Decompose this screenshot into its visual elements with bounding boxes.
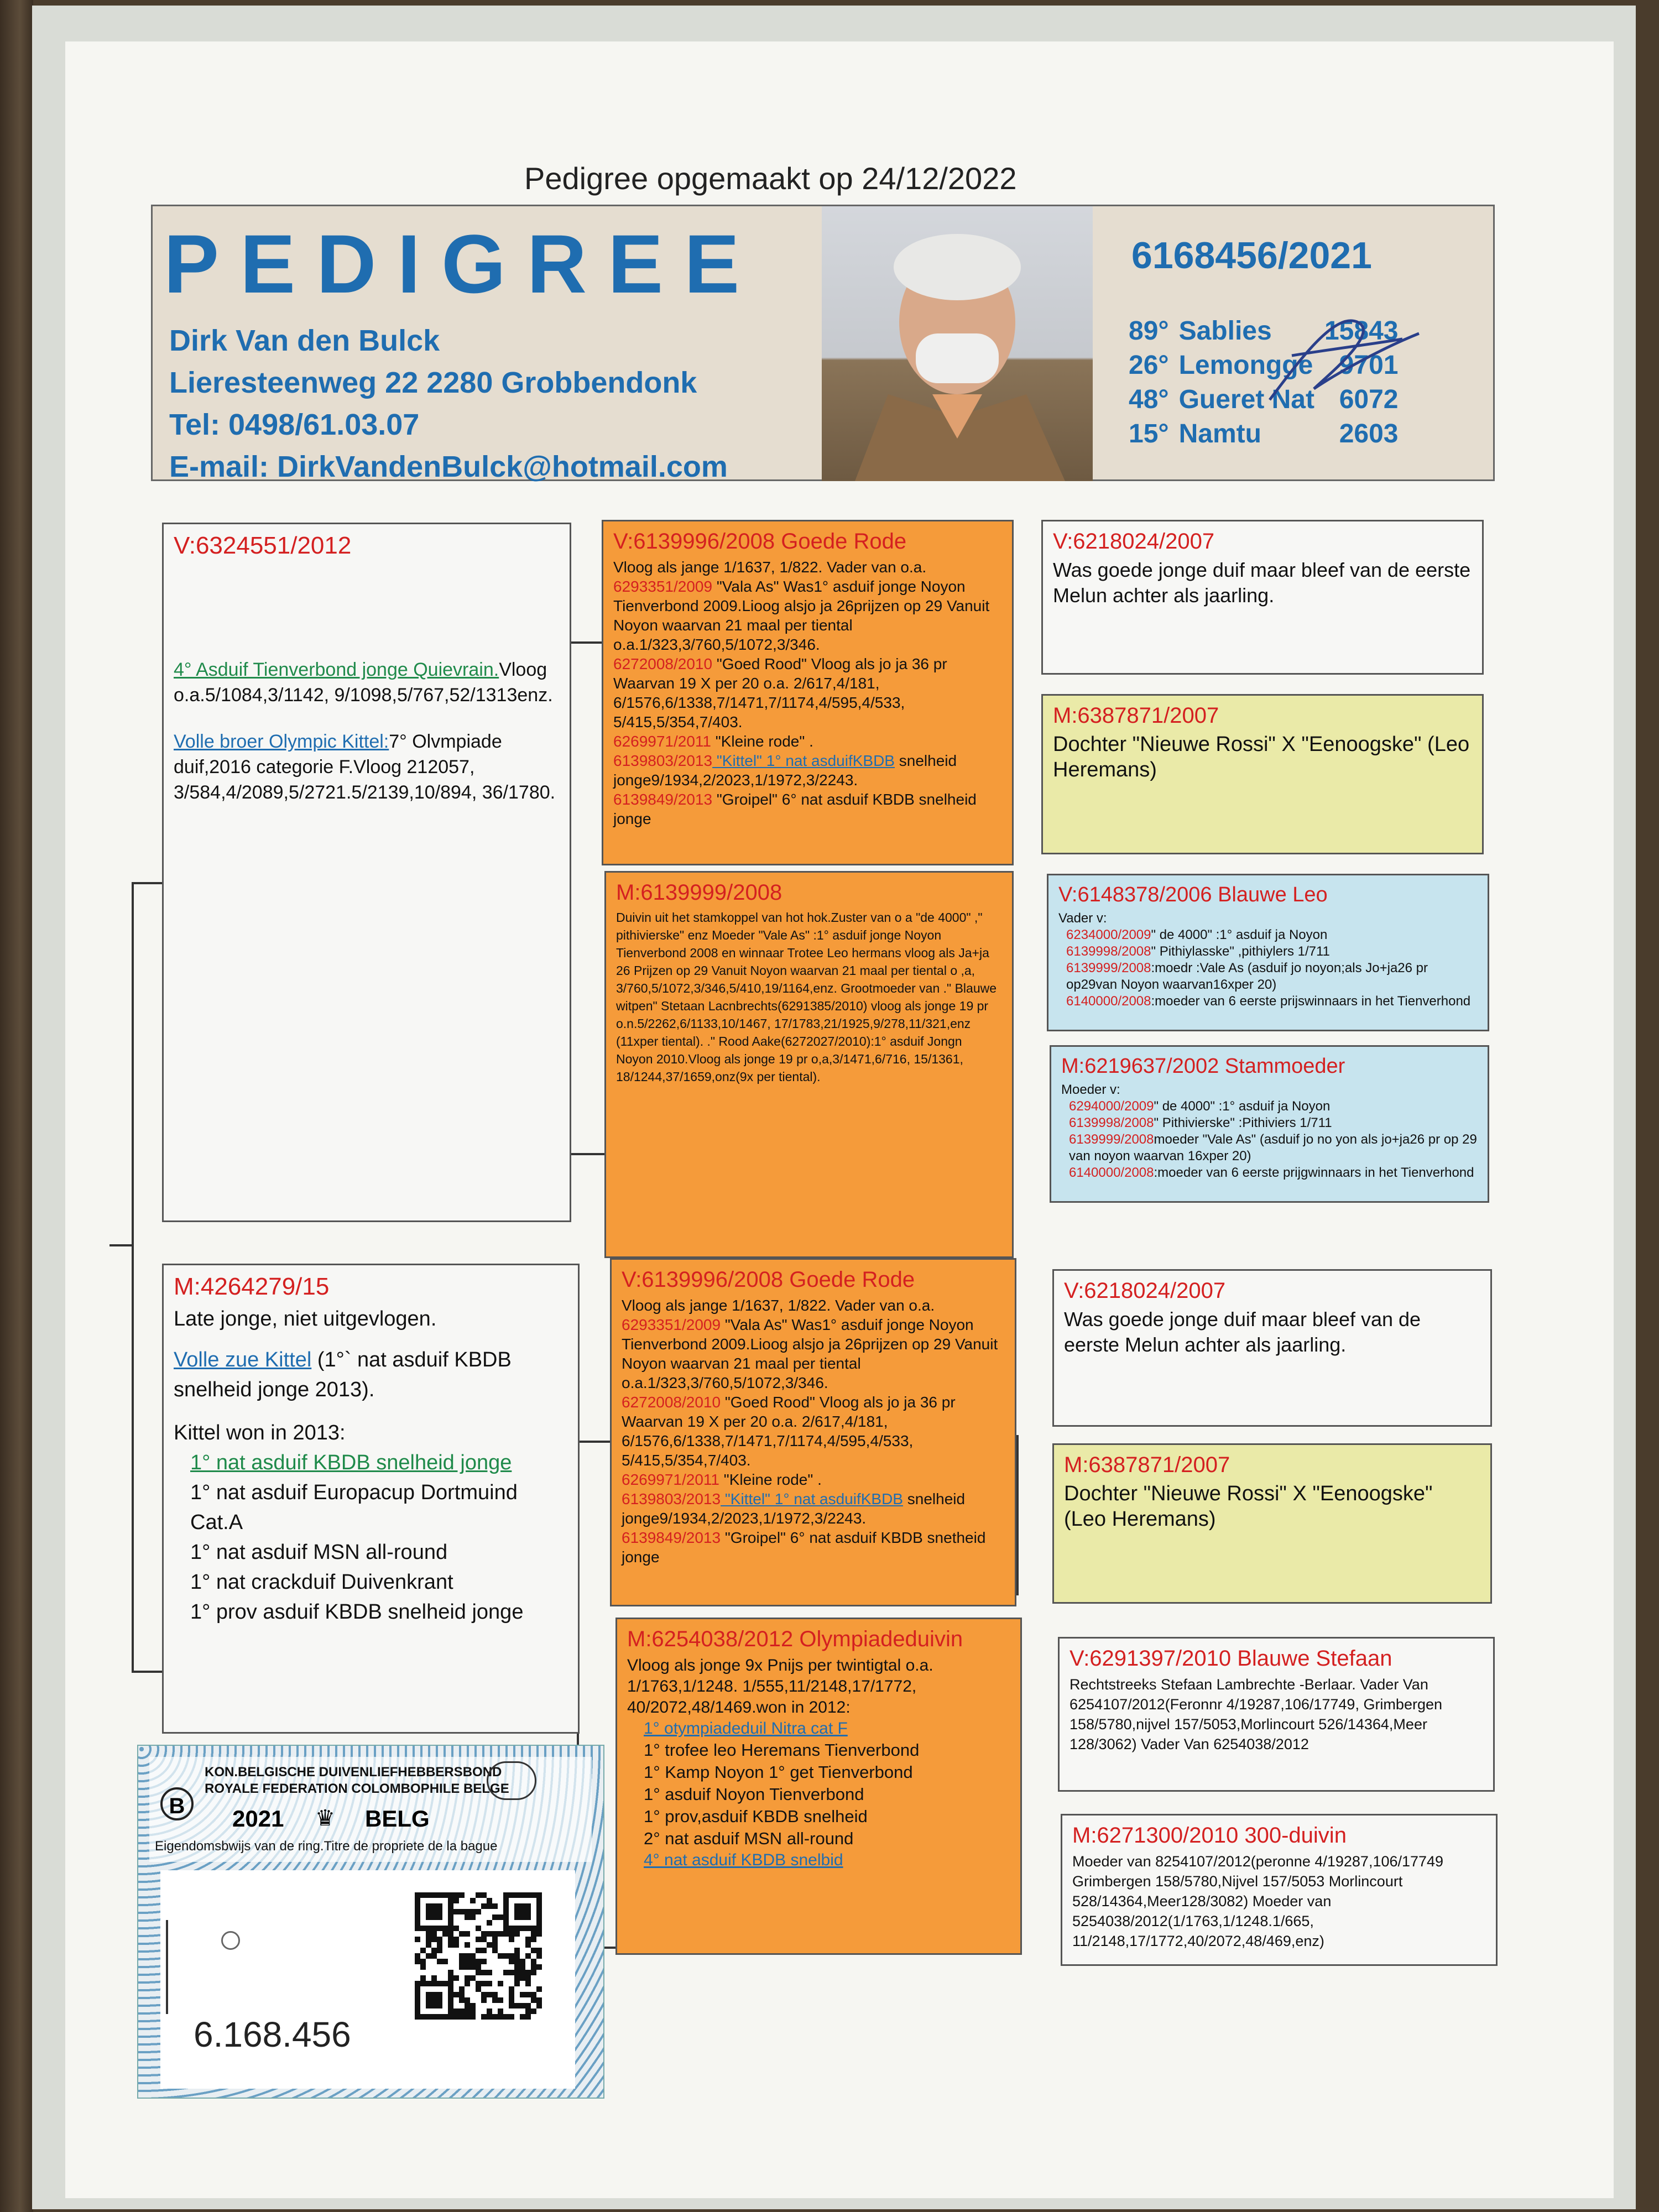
ggs-2-label: Vader v:	[1058, 911, 1107, 926]
header-panel	[151, 205, 1495, 481]
connector-root	[132, 882, 134, 1673]
gs-bot-text-3: "Kleine rode" .	[719, 1471, 822, 1488]
connector-g3	[1016, 1435, 1019, 1595]
achievement-line: 1° asduif Noyon Tienverbond	[644, 1785, 864, 1804]
ggd-2-title: M:6219637/2002 Stammoeder	[1061, 1055, 1345, 1078]
ring-number: 6168456/2021	[1131, 234, 1372, 276]
result-count: 6072	[1339, 385, 1399, 414]
ggd-1-text: Dochter "Nieuwe Rossi" X "Eenoogske" (Leo Heremans)	[1053, 733, 1470, 781]
gs-top-ref-3: 6269971/2011	[613, 733, 711, 750]
dam-link-2[interactable]: 1° nat asduif KBDB snelheid jonge	[190, 1451, 512, 1474]
offspring-ref: 6294000/2009	[1069, 1099, 1154, 1114]
dam-line-1: Late jonge, niet uitgevlogen.	[174, 1307, 437, 1331]
gs-bot-text-4: snelheid jonge9/1934,2/2023,1/1972,3/2243.	[622, 1490, 966, 1527]
ggs-4-text: Rechtstreeks Stefaan Lambrechte -Berlaar. Vader Van 6254107/2012(Feronnr 4/19287,106/17749, Grimbergen 158/5780,nijvel 157/5053,Morlincourt 526/14364,Meer 128/3062) Vader Van 6254038/2012	[1070, 1676, 1442, 1752]
offspring-ref: 6139998/2008	[1066, 944, 1151, 959]
crown-icon: ♛	[315, 1806, 335, 1830]
gs-top-text-5: "Groipel" 6° nat asduif KBDB snelheid jonge	[613, 791, 977, 827]
result-race: Lemongge	[1178, 351, 1313, 380]
offspring-text: :moeder van 6 eerste prijgwinnaars in het Tienverhond	[1154, 1165, 1474, 1180]
ggd-4-title: M:6271300/2010 300-duivin	[1072, 1823, 1347, 1848]
gs-bot-text-2: "Goed Rood" Vloog als jo ja 36 pr Waarvan 19 X per 20 o.a. 2/617,4/181, 6/1576,6/1338,7/1471,7/1174,4/595,4/533, 5/415,5/354,7/403.	[622, 1394, 956, 1469]
gs-top-text-3: "Kleine rode" .	[711, 733, 813, 750]
ggd-2-label: Moeder v:	[1061, 1082, 1120, 1097]
result-race: Sablies	[1178, 316, 1272, 346]
ggs-2-rows	[1058, 927, 1478, 1010]
offspring-ref: 6139998/2008	[1069, 1115, 1154, 1130]
offspring-text: :moedr :Vale As (asduif jo noyon;als Jo+ja26 pr op29van Noyon waarvan16xper 20)	[1066, 961, 1428, 992]
gs-bot-ref-4: 6139803/2013	[622, 1490, 721, 1507]
card-punch-hole	[221, 1931, 240, 1950]
sire-link-2[interactable]: Volle broer Olympic Kittel:	[174, 731, 389, 752]
ggs-1-text: Was goede jonge duif maar bleef van de eerste Melun achter als jaarling.	[1053, 559, 1471, 607]
sire-title: V:6324551/2012	[174, 532, 352, 559]
offspring-text: " Pithivierske" :Pithiviers 1/711	[1154, 1115, 1332, 1130]
ggd-2-rows	[1061, 1098, 1478, 1181]
gs-bot-ref-5: 6139849/2013	[622, 1529, 721, 1546]
gs-top-ref-5: 6139849/2013	[613, 791, 713, 808]
offspring-row	[1058, 943, 1478, 960]
gs-bot-ref-3: 6269971/2011	[622, 1471, 719, 1488]
ggs-3-box	[1052, 1269, 1492, 1427]
result-count: 2603	[1339, 419, 1399, 448]
gs-bot-ref-2: 6272008/2010	[622, 1394, 721, 1411]
sire-box	[162, 523, 571, 1222]
offspring-text: :moeder van 6 eerste prijswinnaars in het Tienverhond	[1151, 994, 1471, 1009]
grandsire-bottom-box	[610, 1258, 1016, 1606]
owner-name: Dirk Van den Bulck	[169, 324, 440, 357]
signature-scribble	[1259, 289, 1425, 427]
owner-phone: Tel: 0498/61.03.07	[169, 408, 420, 441]
card-deed: Eigendomsbwijs van de ring.Titre de propriete de la bague	[155, 1839, 498, 1854]
gd-bot-link-1[interactable]: 1° otympiadeduil Nitra cat F	[644, 1719, 848, 1738]
offspring-row	[1061, 1165, 1478, 1181]
result-place: 15°	[1129, 419, 1169, 448]
gd-bot-lines	[627, 1739, 1010, 1850]
ownership-card	[137, 1745, 604, 2099]
binder-edge	[0, 0, 33, 2212]
sire-link-1[interactable]: 4° Asduif Tienverbond jonge Quievrain.	[174, 659, 499, 680]
achievement-line: 1° prov,asduif KBDB snelheid	[644, 1807, 868, 1826]
card-year: 2021	[232, 1806, 284, 1832]
pigeon-emblem-icon	[487, 1761, 536, 1800]
owner-address: Lieresteenweg 22 2280 Grobbendonk	[169, 366, 697, 399]
ggs-3-title: V:6218024/2007	[1064, 1279, 1226, 1303]
offspring-ref: 6140000/2008	[1066, 994, 1151, 1009]
ggd-1-title: M:6387871/2007	[1053, 703, 1219, 728]
dam-box	[162, 1264, 580, 1734]
card-header	[149, 1757, 592, 1862]
result-race: Gueret Nat	[1178, 385, 1314, 414]
ggs-2-box	[1047, 874, 1489, 1031]
gs-top-ref-2: 6272008/2010	[613, 655, 713, 672]
ggs-2-title: V:6148378/2006 Blauwe Leo	[1058, 883, 1328, 906]
gs-top-text-2: "Goed Rood" Vloog als jo ja 36 pr Waarvan 19 X per 20 o.a. 2/617,4/181, 6/1576,6/1338,7/1471,7/1174,4/595,4/533, 5/415,5/354,7/403.	[613, 655, 947, 731]
brand-title: PEDIGREE	[164, 217, 761, 310]
gs-top-ref-1: 6293351/2009	[613, 578, 713, 595]
offspring-text: " de 4000" :1° asduif ja Noyon	[1151, 927, 1328, 942]
dam-text-1: (1°` nat asduif KBDB snelheid jonge 2013).	[174, 1348, 512, 1401]
offspring-row	[1058, 927, 1478, 943]
ggd-3-box	[1052, 1443, 1492, 1604]
ggd-3-text: Dochter "Nieuwe Rossi" X "Eenoogske" (Leo Heremans)	[1064, 1482, 1433, 1531]
ggd-1-box	[1041, 694, 1484, 854]
granddam-bottom-box	[615, 1618, 1022, 1955]
ggs-1-box	[1041, 520, 1484, 675]
dam-line-b: 1° nat asduif MSN all-round	[190, 1541, 448, 1564]
owner-block	[169, 320, 778, 488]
gs-bot-ref-1: 6293351/2009	[622, 1316, 721, 1333]
offspring-row	[1061, 1115, 1478, 1131]
result-race: Namtu	[1178, 419, 1261, 448]
ggd-3-title: M:6387871/2007	[1064, 1453, 1230, 1477]
ggs-4-title: V:6291397/2010 Blauwe Stefaan	[1070, 1646, 1392, 1671]
gs-top-ref-4: 6139803/2013	[613, 752, 713, 769]
card-org-2: ROYALE FEDERATION COLOMBOPHILE BELGE	[205, 1781, 509, 1796]
card-ring-number: 6.168.456	[194, 2015, 351, 2054]
offspring-text: moeder "Vale As" (asduif jo no yon als jo+ja26 pr op 29 van noyon waarvan 16xper 20)	[1069, 1132, 1477, 1164]
card-country: BELG	[365, 1806, 430, 1832]
card-mark	[166, 1920, 168, 2014]
result-count: 9701	[1339, 351, 1399, 380]
offspring-ref: 6234000/2009	[1066, 927, 1151, 942]
gs-bot-text-5: "Groipel" 6° nat asduif KBDB snetheid jonge	[622, 1529, 986, 1566]
achievement-line: 1° Kamp Noyon 1° get Tienverbond	[644, 1762, 913, 1782]
result-place: 26°	[1129, 351, 1169, 380]
card-body	[160, 1870, 575, 2089]
result-place: 89°	[1129, 316, 1169, 346]
dam-link-1[interactable]: Volle zue Kittel	[174, 1348, 312, 1371]
grandsire-top-box	[602, 520, 1014, 865]
connector-root-stub	[109, 1244, 134, 1246]
pedigree-page	[65, 41, 1614, 2198]
offspring-row	[1058, 993, 1478, 1010]
offspring-ref: 6139999/2008	[1069, 1132, 1154, 1147]
dam-line-d: 1° prov asduif KBDB snelheid jonge	[190, 1600, 524, 1624]
federation-logo-icon: B	[160, 1787, 194, 1820]
grandsire-bottom-title: V:6139996/2008 Goede Rode	[622, 1267, 915, 1292]
ggs-1-title: V:6218024/2007	[1053, 529, 1215, 554]
dam-line-c: 1° nat crackduif Duivenkrant	[190, 1571, 453, 1594]
sire-text-1: Vloog o.a.5/1084,3/1142, 9/1098,5/767,52/1313enz.	[174, 659, 553, 706]
granddam-top-title: M:6139999/2008	[616, 880, 782, 905]
owner-photo	[822, 206, 1093, 481]
granddam-bottom-title: M:6254038/2012 Olympiadeduivin	[627, 1627, 963, 1651]
gs-bot-text-1: "Vala As" Was1° asduif jonge Noyon Tienverbond 2009.Lioog alsjo ja 26prijzen op 29 Vanuit Noyon waarvan 21 maal per tiental o.a.1/323,3/760,5/1072,3/346.	[622, 1316, 998, 1391]
grandsire-top-title: V:6139996/2008 Goede Rode	[613, 529, 907, 554]
ggd-4-box	[1061, 1814, 1498, 1966]
dam-title: M:4264279/15	[174, 1273, 330, 1300]
offspring-row	[1061, 1098, 1478, 1115]
ggs-3-text: Was goede jonge duif maar bleef van de eerste Melun achter als jaarling.	[1064, 1308, 1421, 1356]
result-count: 15843	[1324, 316, 1399, 346]
portrait-image	[822, 206, 1093, 481]
ggs-4-box	[1058, 1637, 1495, 1792]
result-place: 48°	[1129, 385, 1169, 414]
gs-bot-link-4[interactable]: "Kittel" 1° nat asduifKBDB	[721, 1490, 903, 1507]
offspring-text: " de 4000" :1° asduif ja Noyon	[1154, 1099, 1331, 1114]
gs-top-link-4[interactable]: "Kittel" 1° nat asduifKBDB	[712, 752, 895, 769]
offspring-text: " Pithiylasske" ,pithiylers 1/711	[1151, 944, 1330, 959]
qr-code-icon	[415, 1892, 542, 2020]
offspring-ref: 6140000/2008	[1069, 1165, 1154, 1180]
granddam-top-box	[604, 871, 1014, 1258]
owner-email: E-mail: DirkVandenBulck@hotmail.com	[169, 450, 728, 483]
gs-top-intro: Vloog als jange 1/1637, 1/822. Vader van o.a.	[613, 559, 927, 576]
dam-line-a: 1° nat asduif Europacup Dortmuind Cat.A	[190, 1481, 518, 1534]
offspring-row	[1061, 1131, 1478, 1165]
offspring-ref: 6139999/2008	[1066, 961, 1151, 975]
sire-text-2: 7° Olvmpiade duif,2016 categorie F.Vloog 212057, 3/584,4/2089,5/2721.5/2139,10/894, 36/1780.	[174, 731, 556, 803]
achievement-line: 1° trofee leo Heremans Tienverbond	[644, 1740, 920, 1760]
ggd-4-text: Moeder van 8254107/2012(peronne 4/19287,106/17749 Grimbergen 158/5780,Nijvel 157/5053 Morlincourt 528/14364,Meer128/3082) Moeder van 5254038/2012(1/1763,1/1248.1/665, 11/2148,17/1772,40/2072,48/469,enz)	[1072, 1853, 1444, 1949]
gd-bot-link-2[interactable]: 4° nat asduif KBDB snelbid	[644, 1851, 843, 1869]
ggd-2-box	[1050, 1045, 1489, 1203]
gs-top-text-1: "Vala As" Was1° asduif jonge Noyon Tienverbond 2009.Lioog alsjo ja 26prijzen op 29 Vanuit Noyon waarvan 21 maal per tiental o.a.1/323,3/760,5/1072,3/346.	[613, 578, 990, 653]
page-caption: Pedigree opgemaakt op 24/12/2022	[524, 161, 1017, 196]
achievement-line: 2° nat asduif MSN all-round	[644, 1829, 854, 1848]
offspring-row	[1058, 960, 1478, 993]
gs-top-text-4: snelheid jonge9/1934,2/2023,1/1972,3/2243.	[613, 752, 957, 789]
gs-bot-intro: Vloog als jange 1/1637, 1/822. Vader van o.a.	[622, 1297, 935, 1314]
dam-won: Kittel won in 2013:	[174, 1421, 346, 1444]
granddam-bottom-text: Vloog als jonge 9x Pnijs per twintigtal o.a. 1/1763,1/1248. 1/555,11/2148,17/1772, 40/2072,48/1469.won in 2012:	[627, 1656, 933, 1717]
card-org-1: KON.BELGISCHE DUIVENLIEFHEBBERSBOND	[205, 1765, 502, 1780]
granddam-top-text: Duivin uit het stamkoppel van hot hok.Zuster van o a "de 4000" ," pithivierske" enz Moeder "Vale As" :1° asduif jonge Noyon Tienverbond 2008 en winnaar Trotee Leo hermans vloog als Ja+ja 26 Prijzen op 29 Vanuit Noyon waarvan 21 maal per tiental o ,a, 3/760,5/1072,3/346,5/410,19/1164,enz. Grootmoeder van ." Blauwe witpen" Stetaan Lacnbrechts(6291385/2010) vloog als jonge 19 pr o.n.5/2262,6/1133,10/1467, 17/1783,21/1925,9/278,11/321,enz (11xper tiental). ." Rood Aake(6272027/2010):1° asduif Jongn Noyon 2010.Vloog als jonge 19 pr o,a,3/1471,6/716, 15/1361, 18/1244,37/1659,onz(9x per tiental).	[616, 910, 997, 1084]
